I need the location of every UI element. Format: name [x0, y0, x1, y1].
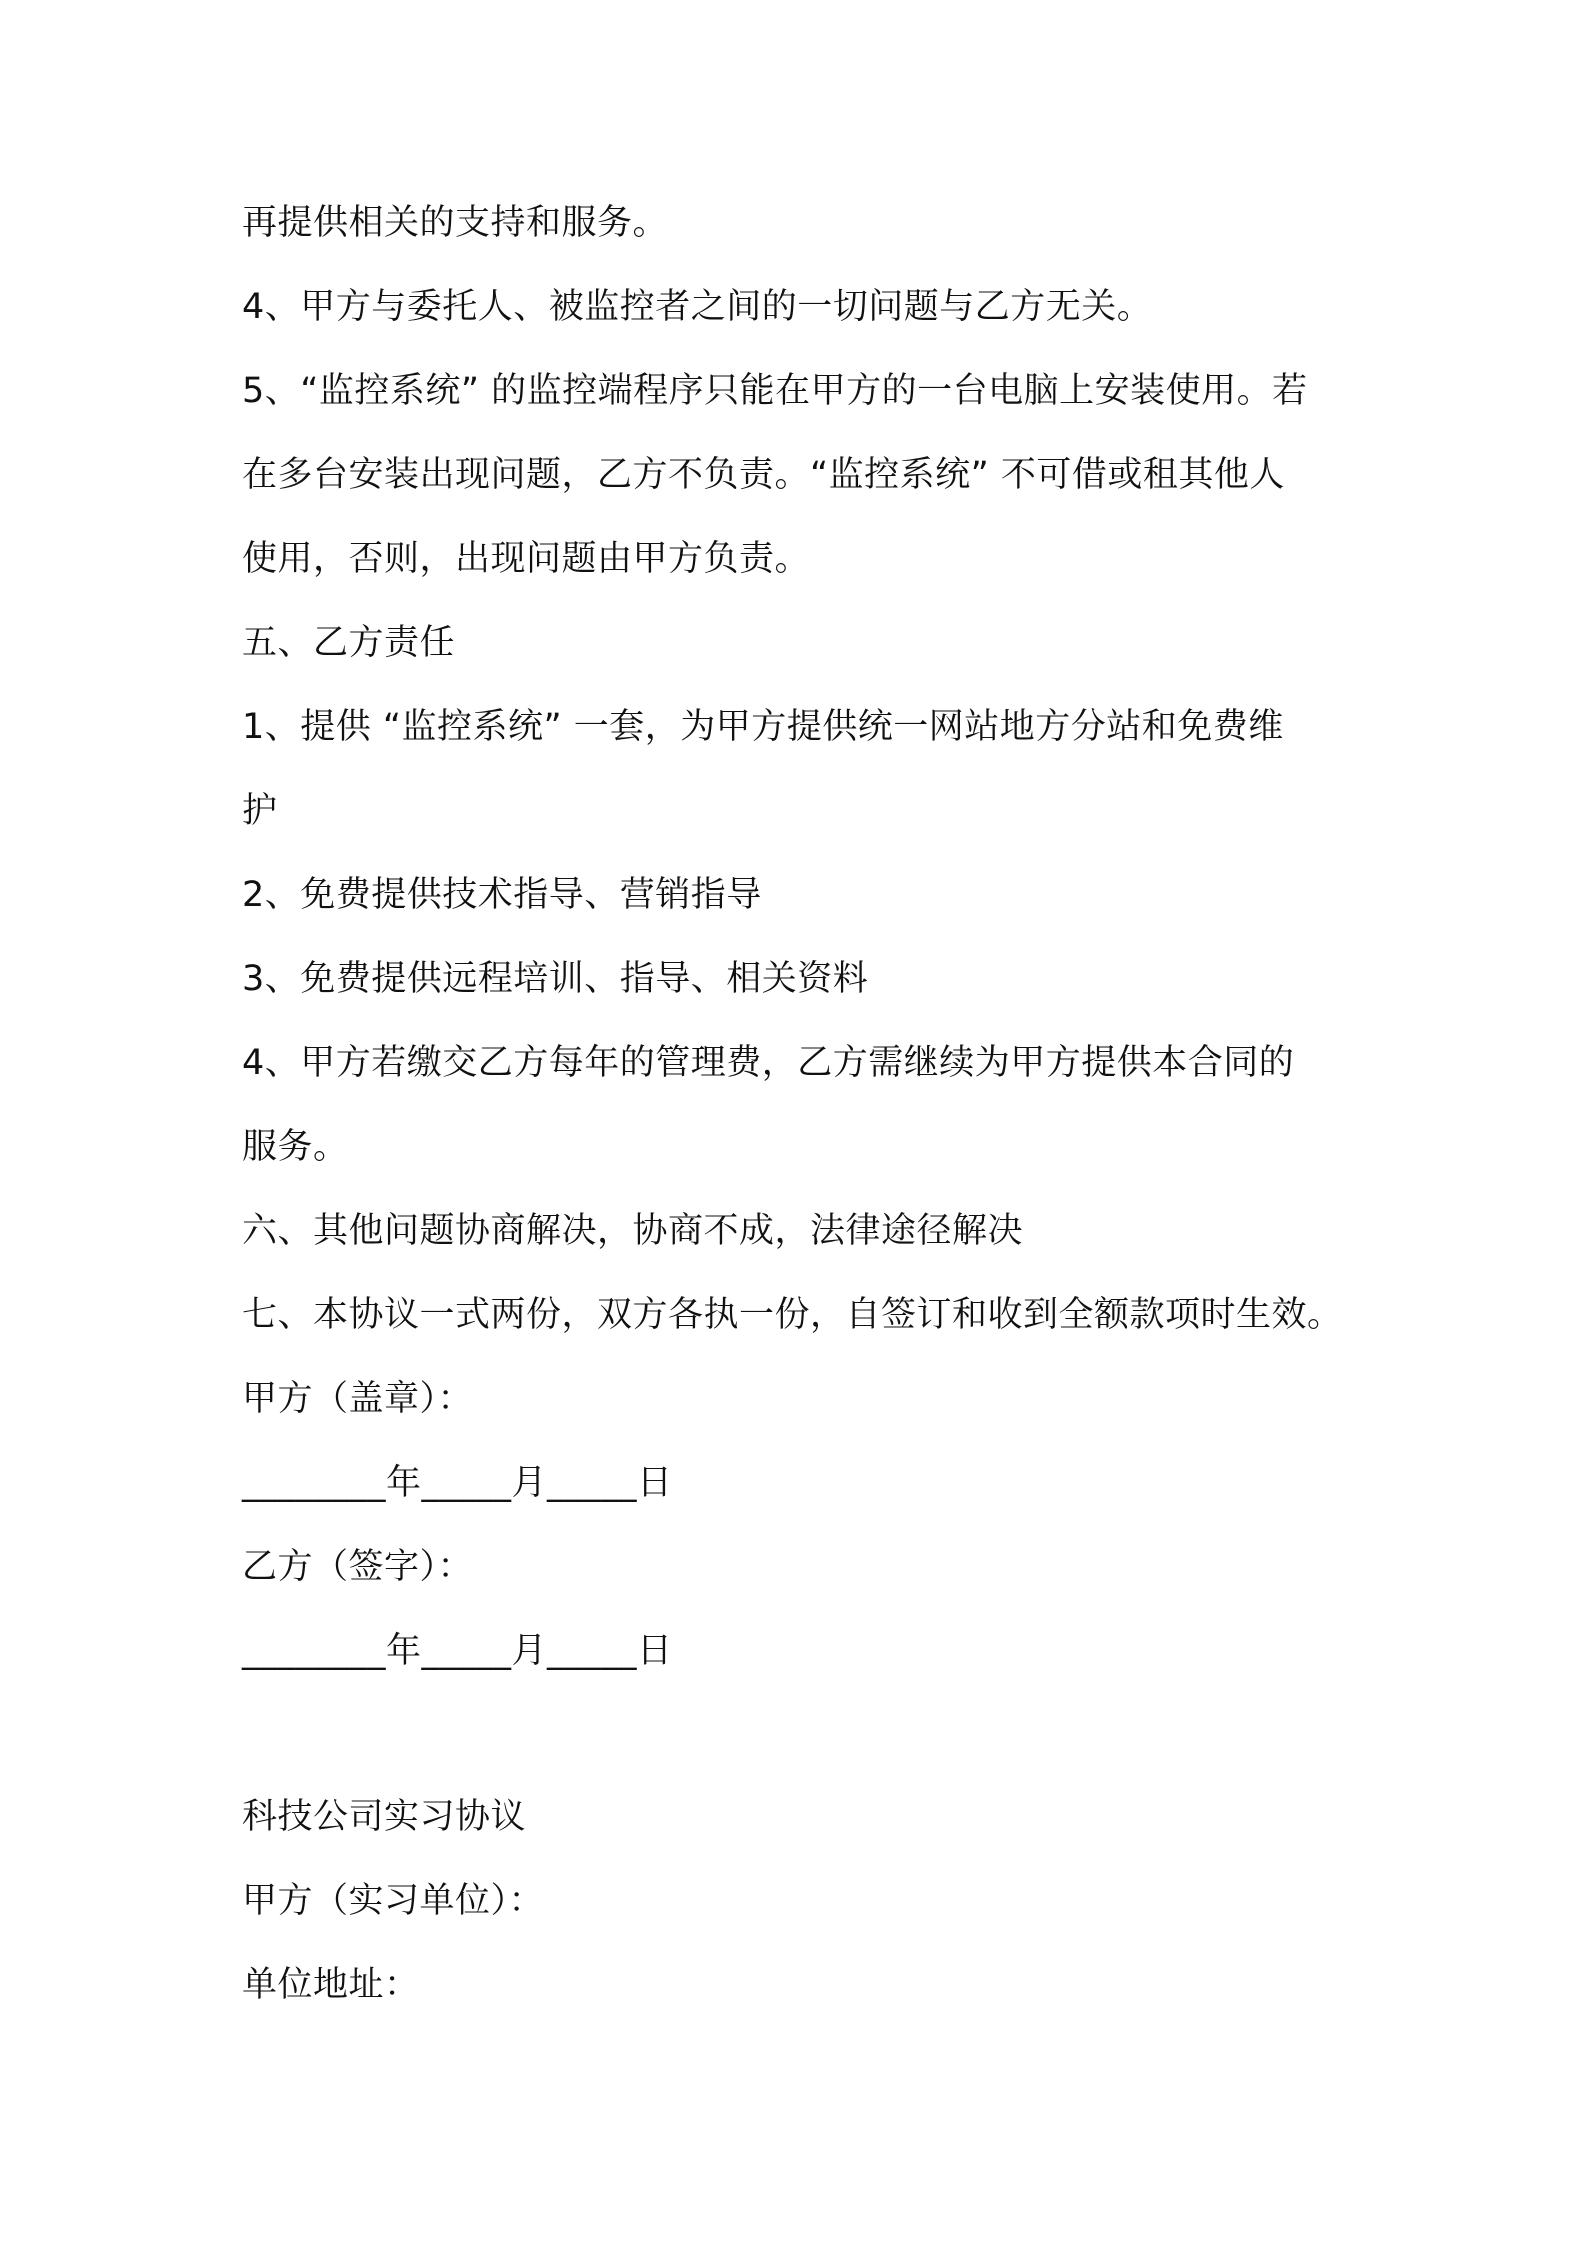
text-line: 3、免费提供远程培训、指导、相关资料: [242, 959, 869, 999]
section-heading: 六、其他问题协商解决，协商不成，法律途径解决: [242, 1211, 1024, 1251]
text-line: 甲方（实习单位）：: [242, 1881, 545, 1921]
date-line: ________年_____月_____日: [242, 1631, 673, 1671]
text-line: 2、免费提供技术指导、营销指导: [242, 875, 762, 915]
section-heading: 五、乙方责任: [242, 623, 456, 663]
text-line: 护: [242, 791, 278, 831]
text-line: 5、“监控系统” 的监控端程序只能在甲方的一台电脑上安装使用。若: [242, 371, 1308, 411]
text-line: 在多台安装出现问题，乙方不负责。“监控系统” 不可借或租其他人: [242, 455, 1285, 495]
text-line: 使用，否则，出现问题由甲方负责。: [242, 539, 811, 579]
section-heading: 七、本协议一式两份，双方各执一份，自签订和收到全额款项时生效。: [242, 1295, 1343, 1335]
text-line: 服务。: [242, 1127, 349, 1167]
text-line: 4、甲方与委托人、被监控者之间的一切问题与乙方无关。: [242, 287, 1153, 327]
party-a-label: 甲方（盖章）：: [242, 1379, 474, 1419]
text-line: 1、提供 “监控系统” 一套，为甲方提供统一网站地方分站和免费维: [242, 707, 1284, 747]
date-line: ________年_____月_____日: [242, 1463, 673, 1503]
text-line: 4、甲方若缴交乙方每年的管理费，乙方需继续为甲方提供本合同的: [242, 1043, 1295, 1083]
party-b-label: 乙方（签字）：: [242, 1547, 474, 1587]
text-line: 单位地址：: [242, 1965, 420, 2005]
document-title: 科技公司实习协议: [242, 1797, 527, 1837]
text-line: 再提供相关的支持和服务。: [242, 203, 669, 243]
